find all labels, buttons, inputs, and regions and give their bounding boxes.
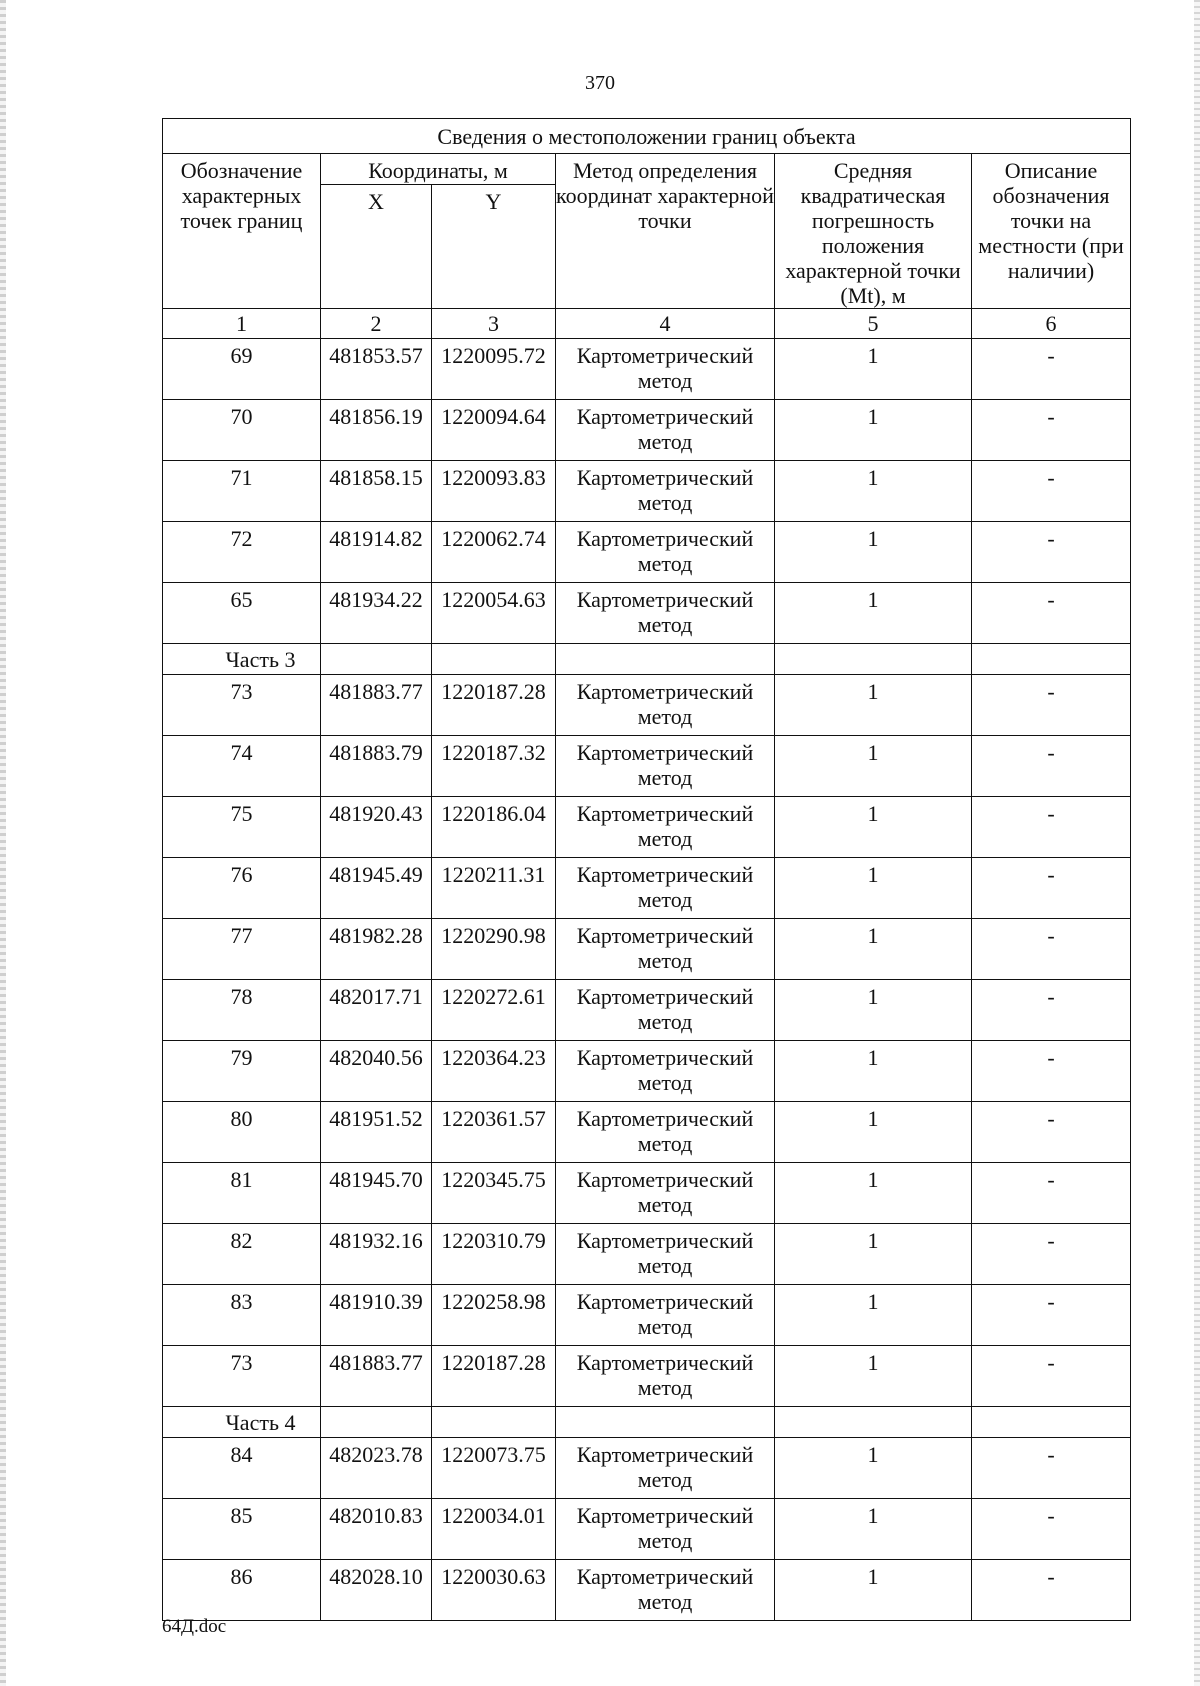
header-row-1 xyxy=(163,154,1131,185)
column-number: 1 xyxy=(163,309,321,339)
cell-description: - xyxy=(972,1102,1131,1163)
cell-method: Картометрический метод xyxy=(556,1224,775,1285)
cell-method: Картометрический метод xyxy=(556,1285,775,1346)
cell-x: 481883.79 xyxy=(321,736,432,797)
cell-point: 83 xyxy=(163,1285,321,1346)
cell-y: 1220258.98 xyxy=(432,1285,556,1346)
cell-y: 1220093.83 xyxy=(432,461,556,522)
cell-description: - xyxy=(972,400,1131,461)
cell-y: 1220094.64 xyxy=(432,400,556,461)
table-row xyxy=(163,461,1131,522)
cell-description: - xyxy=(972,797,1131,858)
cell-x: 481982.28 xyxy=(321,919,432,980)
table-caption: Сведения о местоположении границ объекта xyxy=(163,119,1131,154)
cell-method: Картометрический метод xyxy=(556,583,775,644)
cell-point: 76 xyxy=(163,858,321,919)
header-error: Средняя квадратическая погрешность положения характерной точки (Mt), м xyxy=(775,154,972,309)
column-number: 2 xyxy=(321,309,432,339)
column-number: 4 xyxy=(556,309,775,339)
cell-y: 1220361.57 xyxy=(432,1102,556,1163)
cell-x: 481914.82 xyxy=(321,522,432,583)
cell-error: 1 xyxy=(775,980,972,1041)
cell-y: 1220187.28 xyxy=(432,1346,556,1407)
table-row xyxy=(163,858,1131,919)
scan-edge-right xyxy=(1194,0,1200,1686)
cell-x: 481883.77 xyxy=(321,675,432,736)
column-numbers-row xyxy=(163,309,1131,339)
cell-y: 1220187.32 xyxy=(432,736,556,797)
cell-x: 481932.16 xyxy=(321,1224,432,1285)
cell-method: Картометрический метод xyxy=(556,1346,775,1407)
cell-description: - xyxy=(972,858,1131,919)
cell-method: Картометрический метод xyxy=(556,1560,775,1621)
table-row xyxy=(163,919,1131,980)
column-number: 3 xyxy=(432,309,556,339)
part-label: Часть 3 xyxy=(163,644,321,675)
table-caption-row xyxy=(163,119,1131,154)
header-y: Y xyxy=(432,185,556,309)
cell-error: 1 xyxy=(775,461,972,522)
header-description: Описание обозначения точки на местности (при наличии) xyxy=(972,154,1131,309)
cell-point: 80 xyxy=(163,1102,321,1163)
cell-description: - xyxy=(972,675,1131,736)
part-row xyxy=(163,1407,1131,1438)
cell-method: Картометрический метод xyxy=(556,919,775,980)
cell-x: 481945.70 xyxy=(321,1163,432,1224)
cell-error: 1 xyxy=(775,400,972,461)
cell-x: 482023.78 xyxy=(321,1438,432,1499)
cell-error: 1 xyxy=(775,797,972,858)
cell-x: 482010.83 xyxy=(321,1499,432,1560)
cell-point: 65 xyxy=(163,583,321,644)
cell-y: 1220054.63 xyxy=(432,583,556,644)
cell-y: 1220073.75 xyxy=(432,1438,556,1499)
cell-point: 85 xyxy=(163,1499,321,1560)
cell-point: 73 xyxy=(163,1346,321,1407)
cell-method: Картометрический метод xyxy=(556,1163,775,1224)
cell-error: 1 xyxy=(775,339,972,400)
empty-cell xyxy=(972,1407,1131,1438)
cell-x: 481856.19 xyxy=(321,400,432,461)
empty-cell xyxy=(432,644,556,675)
cell-y: 1220062.74 xyxy=(432,522,556,583)
cell-error: 1 xyxy=(775,1102,972,1163)
cell-method: Картометрический метод xyxy=(556,858,775,919)
cell-x: 481934.22 xyxy=(321,583,432,644)
page-number: 370 xyxy=(585,72,615,94)
table-row xyxy=(163,1560,1131,1621)
cell-x: 481858.15 xyxy=(321,461,432,522)
cell-error: 1 xyxy=(775,1041,972,1102)
cell-point: 73 xyxy=(163,675,321,736)
table-row xyxy=(163,400,1131,461)
cell-point: 86 xyxy=(163,1560,321,1621)
cell-description: - xyxy=(972,1499,1131,1560)
cell-description: - xyxy=(972,1285,1131,1346)
cell-y: 1220186.04 xyxy=(432,797,556,858)
cell-y: 1220030.63 xyxy=(432,1560,556,1621)
cell-error: 1 xyxy=(775,736,972,797)
cell-description: - xyxy=(972,1346,1131,1407)
empty-cell xyxy=(775,1407,972,1438)
header-x: X xyxy=(321,185,432,309)
cell-y: 1220290.98 xyxy=(432,919,556,980)
cell-method: Картометрический метод xyxy=(556,1041,775,1102)
cell-description: - xyxy=(972,522,1131,583)
empty-cell xyxy=(972,644,1131,675)
cell-method: Картометрический метод xyxy=(556,461,775,522)
cell-x: 481910.39 xyxy=(321,1285,432,1346)
cell-point: 78 xyxy=(163,980,321,1041)
empty-cell xyxy=(321,644,432,675)
cell-error: 1 xyxy=(775,1560,972,1621)
table-row xyxy=(163,736,1131,797)
cell-y: 1220272.61 xyxy=(432,980,556,1041)
part-row xyxy=(163,644,1131,675)
column-number: 5 xyxy=(775,309,972,339)
table-body xyxy=(163,119,1131,1621)
cell-x: 481951.52 xyxy=(321,1102,432,1163)
cell-y: 1220345.75 xyxy=(432,1163,556,1224)
cell-y: 1220364.23 xyxy=(432,1041,556,1102)
cell-error: 1 xyxy=(775,1163,972,1224)
cell-method: Картометрический метод xyxy=(556,675,775,736)
cell-y: 1220095.72 xyxy=(432,339,556,400)
header-method: Метод определения координат характерной точки xyxy=(556,154,775,309)
empty-cell xyxy=(556,644,775,675)
cell-description: - xyxy=(972,583,1131,644)
cell-point: 84 xyxy=(163,1438,321,1499)
cell-method: Картометрический метод xyxy=(556,1438,775,1499)
cell-description: - xyxy=(972,1041,1131,1102)
cell-method: Картометрический метод xyxy=(556,736,775,797)
cell-point: 72 xyxy=(163,522,321,583)
cell-point: 74 xyxy=(163,736,321,797)
table-row xyxy=(163,797,1131,858)
part-label: Часть 4 xyxy=(163,1407,321,1438)
cell-y: 1220034.01 xyxy=(432,1499,556,1560)
cell-error: 1 xyxy=(775,919,972,980)
cell-method: Картометрический метод xyxy=(556,1102,775,1163)
cell-method: Картометрический метод xyxy=(556,339,775,400)
table-row xyxy=(163,522,1131,583)
table-row xyxy=(163,1163,1131,1224)
cell-x: 481945.49 xyxy=(321,858,432,919)
cell-error: 1 xyxy=(775,675,972,736)
cell-y: 1220211.31 xyxy=(432,858,556,919)
cell-point: 71 xyxy=(163,461,321,522)
cell-description: - xyxy=(972,1560,1131,1621)
table-row xyxy=(163,1224,1131,1285)
cell-description: - xyxy=(972,339,1131,400)
cell-error: 1 xyxy=(775,522,972,583)
cell-y: 1220310.79 xyxy=(432,1224,556,1285)
scan-edge-left xyxy=(0,0,6,1686)
cell-description: - xyxy=(972,461,1131,522)
table-row xyxy=(163,675,1131,736)
empty-cell xyxy=(321,1407,432,1438)
header-point: Обозначение характерных точек границ xyxy=(163,154,321,309)
cell-x: 482040.56 xyxy=(321,1041,432,1102)
column-number: 6 xyxy=(972,309,1131,339)
cell-method: Картометрический метод xyxy=(556,400,775,461)
cell-description: - xyxy=(972,1224,1131,1285)
cell-method: Картометрический метод xyxy=(556,522,775,583)
cell-point: 77 xyxy=(163,919,321,980)
cell-point: 81 xyxy=(163,1163,321,1224)
cell-x: 481883.77 xyxy=(321,1346,432,1407)
cell-point: 70 xyxy=(163,400,321,461)
table-row xyxy=(163,1499,1131,1560)
cell-description: - xyxy=(972,1163,1131,1224)
empty-cell xyxy=(432,1407,556,1438)
cell-point: 82 xyxy=(163,1224,321,1285)
cell-method: Картометрический метод xyxy=(556,980,775,1041)
cell-point: 69 xyxy=(163,339,321,400)
cell-y: 1220187.28 xyxy=(432,675,556,736)
table-row xyxy=(163,1438,1131,1499)
cell-error: 1 xyxy=(775,858,972,919)
header-coords: Координаты, м xyxy=(321,154,556,185)
cell-description: - xyxy=(972,919,1131,980)
cell-description: - xyxy=(972,980,1131,1041)
table-row xyxy=(163,583,1131,644)
cell-error: 1 xyxy=(775,1438,972,1499)
cell-method: Картометрический метод xyxy=(556,1499,775,1560)
table-row xyxy=(163,339,1131,400)
cell-x: 482017.71 xyxy=(321,980,432,1041)
cell-error: 1 xyxy=(775,1346,972,1407)
cell-error: 1 xyxy=(775,1285,972,1346)
cell-description: - xyxy=(972,736,1131,797)
boundary-coordinates-table xyxy=(162,118,1131,1621)
cell-method: Картометрический метод xyxy=(556,797,775,858)
cell-description: - xyxy=(972,1438,1131,1499)
footer-filename: 64Д.doc xyxy=(162,1616,227,1637)
cell-error: 1 xyxy=(775,583,972,644)
table-row xyxy=(163,1346,1131,1407)
cell-error: 1 xyxy=(775,1224,972,1285)
table-row xyxy=(163,980,1131,1041)
table-row xyxy=(163,1102,1131,1163)
cell-error: 1 xyxy=(775,1499,972,1560)
cell-point: 75 xyxy=(163,797,321,858)
table-row xyxy=(163,1041,1131,1102)
empty-cell xyxy=(775,644,972,675)
empty-cell xyxy=(556,1407,775,1438)
cell-x: 481853.57 xyxy=(321,339,432,400)
cell-x: 481920.43 xyxy=(321,797,432,858)
cell-x: 482028.10 xyxy=(321,1560,432,1621)
cell-point: 79 xyxy=(163,1041,321,1102)
table-row xyxy=(163,1285,1131,1346)
